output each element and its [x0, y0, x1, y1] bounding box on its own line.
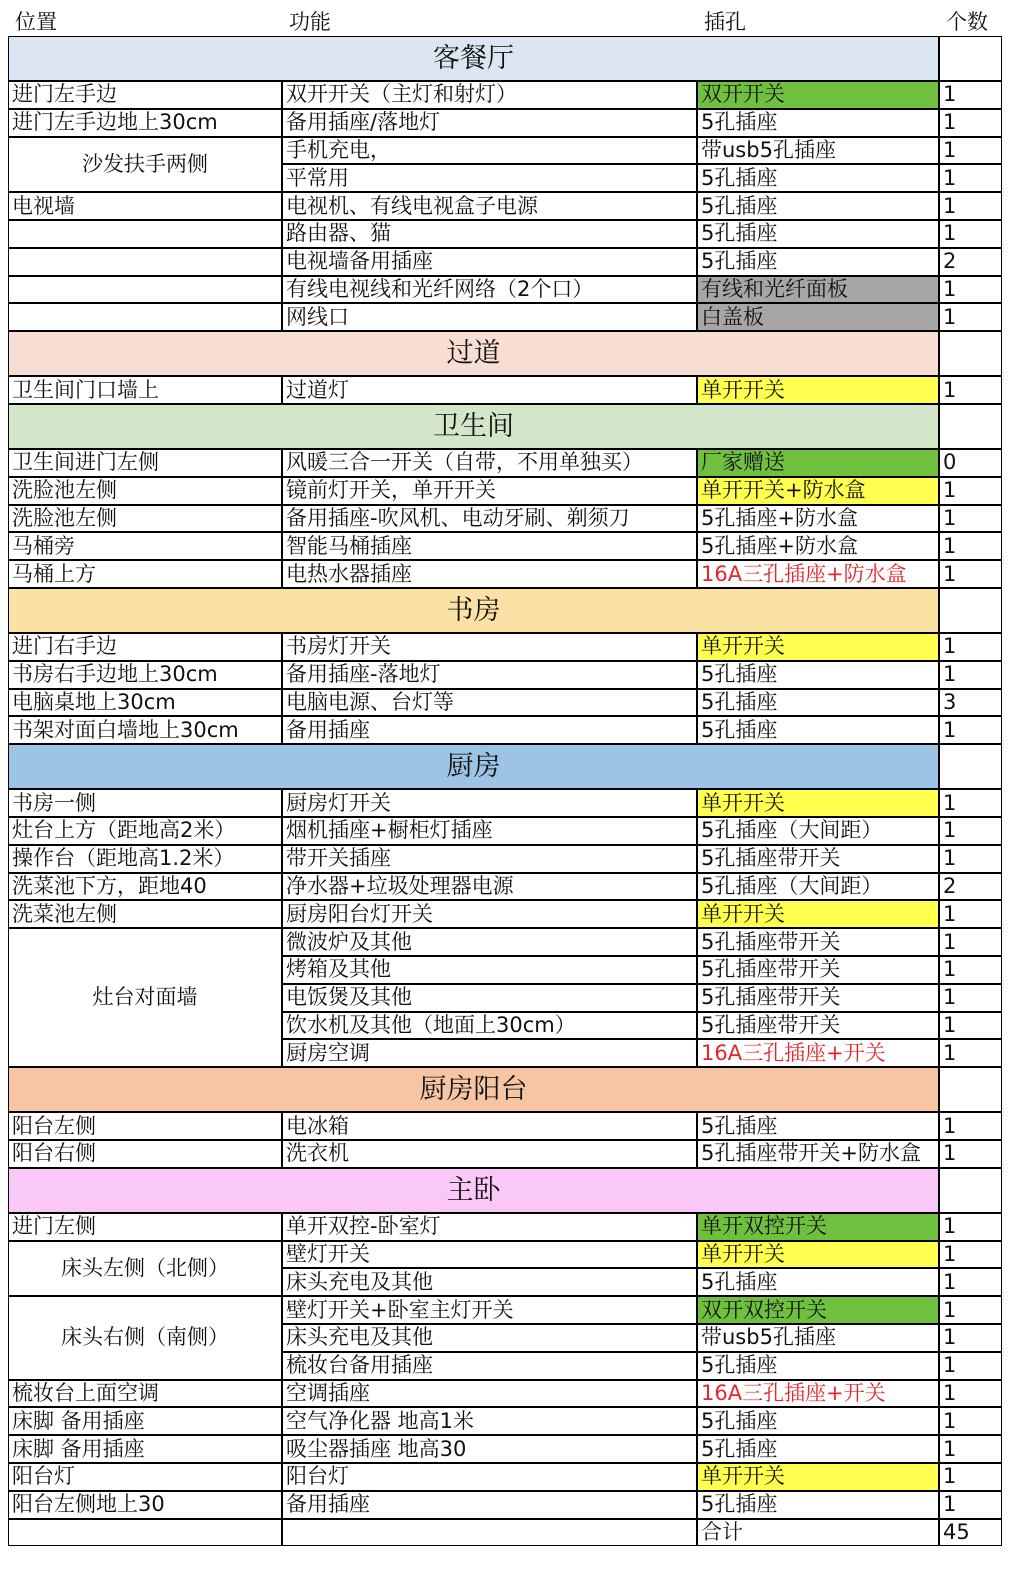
row-function: 梳妆台备用插座 — [282, 1352, 697, 1380]
row-function: 双开开关（主灯和射灯） — [282, 81, 697, 109]
row-function: 电热水器插座 — [282, 560, 697, 588]
row-count: 1 — [939, 109, 1002, 137]
row-socket-type: 16A三孔插座+开关 — [697, 1380, 939, 1408]
row-count: 1 — [939, 1112, 1002, 1140]
row-function: 电脑电源、台灯等 — [282, 689, 697, 717]
row-function: 平常用 — [282, 164, 697, 192]
row-location: 阳台右侧 — [8, 1140, 282, 1168]
row-location — [8, 220, 282, 248]
row-count: 2 — [939, 248, 1002, 276]
row-count: 1 — [939, 1268, 1002, 1296]
row-function: 洗衣机 — [282, 1140, 697, 1168]
row-count: 1 — [939, 1296, 1002, 1324]
row-socket-type: 单开开关 — [697, 1241, 939, 1269]
row-location: 书房右手边地上30cm — [8, 661, 282, 689]
row-socket-type: 5孔插座带开关 — [697, 956, 939, 984]
row-function: 书房灯开关 — [282, 633, 697, 661]
section-title: 客餐厅 — [8, 36, 939, 81]
section-count-cell — [939, 588, 1002, 633]
row-function: 备用插座 — [282, 716, 697, 744]
row-socket-type: 白盖板 — [697, 303, 939, 331]
total-label: 合计 — [697, 1519, 939, 1547]
header-function: 功能 — [289, 10, 331, 34]
row-function: 厨房灯开关 — [282, 789, 697, 817]
row-count: 3 — [939, 689, 1002, 717]
row-location: 书架对面白墙地上30cm — [8, 716, 282, 744]
row-function: 壁灯开关 — [282, 1241, 697, 1269]
row-function: 镜前灯开关，单开开关 — [282, 477, 697, 505]
row-count: 1 — [939, 1140, 1002, 1168]
row-count: 1 — [939, 716, 1002, 744]
row-function: 带开关插座 — [282, 845, 697, 873]
row-location: 洗菜池下方，距地40 — [8, 873, 282, 901]
total-empty-location — [8, 1519, 282, 1547]
row-location: 洗脸池左侧 — [8, 477, 282, 505]
row-socket-type: 单开开关 — [697, 633, 939, 661]
row-function: 床头充电及其他 — [282, 1268, 697, 1296]
row-function: 备用插座-落地灯 — [282, 661, 697, 689]
row-count: 1 — [939, 477, 1002, 505]
row-location: 灶台对面墙 — [8, 928, 282, 1067]
row-count: 1 — [939, 137, 1002, 165]
row-location: 阳台灯 — [8, 1463, 282, 1491]
row-location — [8, 303, 282, 331]
row-count: 1 — [939, 192, 1002, 220]
row-socket-type: 5孔插座 — [697, 109, 939, 137]
row-count: 1 — [939, 1039, 1002, 1067]
row-socket-type: 5孔插座 — [697, 164, 939, 192]
row-socket-type: 5孔插座 — [697, 661, 939, 689]
row-function: 厨房阳台灯开关 — [282, 900, 697, 928]
section-count-cell — [939, 1168, 1002, 1213]
row-socket-type: 5孔插座 — [697, 1352, 939, 1380]
row-function: 备用插座-吹风机、电动牙刷、剃须刀 — [282, 505, 697, 533]
row-socket-type: 5孔插座 — [697, 1491, 939, 1519]
row-function: 电饭煲及其他 — [282, 984, 697, 1012]
row-count: 1 — [939, 845, 1002, 873]
row-location: 操作台（距地高1.2米） — [8, 845, 282, 873]
row-count: 1 — [939, 1012, 1002, 1040]
row-function: 路由器、猫 — [282, 220, 697, 248]
row-function: 电冰箱 — [282, 1112, 697, 1140]
row-socket-type: 5孔插座 — [697, 1268, 939, 1296]
row-count: 1 — [939, 900, 1002, 928]
row-location: 马桶上方 — [8, 560, 282, 588]
row-socket-type: 5孔插座+防水盒 — [697, 532, 939, 560]
row-function: 净水器+垃圾处理器电源 — [282, 873, 697, 901]
row-count: 1 — [939, 984, 1002, 1012]
row-socket-type: 5孔插座 — [697, 689, 939, 717]
row-socket-type: 5孔插座 — [697, 248, 939, 276]
row-socket-type: 5孔插座 — [697, 192, 939, 220]
row-count: 1 — [939, 81, 1002, 109]
row-count: 1 — [939, 560, 1002, 588]
row-count: 1 — [939, 1241, 1002, 1269]
row-count: 1 — [939, 1435, 1002, 1463]
row-function: 手机充电， — [282, 137, 697, 165]
section-count-cell — [939, 36, 1002, 81]
row-socket-type: 单开双控开关 — [697, 1213, 939, 1241]
row-location: 电视墙 — [8, 192, 282, 220]
section-title: 厨房 — [8, 744, 939, 789]
section-count-cell — [939, 331, 1002, 376]
section-title: 主卧 — [8, 1168, 939, 1213]
row-socket-type: 带usb5孔插座 — [697, 1324, 939, 1352]
total-empty-function — [282, 1519, 697, 1547]
row-function: 备用插座/落地灯 — [282, 109, 697, 137]
row-count: 1 — [939, 1213, 1002, 1241]
row-location: 卫生间进门左侧 — [8, 449, 282, 477]
row-socket-type: 5孔插座带开关 — [697, 1012, 939, 1040]
row-socket-type: 单开开关 — [697, 789, 939, 817]
row-socket-type: 单开开关 — [697, 900, 939, 928]
row-location: 进门左手边 — [8, 81, 282, 109]
row-function: 有线电视线和光纤网络（2个口） — [282, 276, 697, 304]
row-count: 1 — [939, 1352, 1002, 1380]
row-location: 进门右手边 — [8, 633, 282, 661]
row-socket-type: 5孔插座 — [697, 1435, 939, 1463]
row-function: 床头充电及其他 — [282, 1324, 697, 1352]
row-function: 壁灯开关+卧室主灯开关 — [282, 1296, 697, 1324]
row-count: 1 — [939, 661, 1002, 689]
row-location: 阳台左侧地上30 — [8, 1491, 282, 1519]
row-socket-type: 5孔插座带开关 — [697, 928, 939, 956]
row-location — [8, 248, 282, 276]
row-socket-type: 单开开关 — [697, 376, 939, 404]
row-location: 卫生间门口墙上 — [8, 376, 282, 404]
row-socket-type: 带usb5孔插座 — [697, 137, 939, 165]
row-location: 灶台上方（距地高2米） — [8, 817, 282, 845]
row-location: 床头左侧（北侧） — [8, 1241, 282, 1297]
row-function: 网线口 — [282, 303, 697, 331]
row-count: 1 — [939, 1407, 1002, 1435]
row-function: 空气净化器 地高1米 — [282, 1407, 697, 1435]
row-function: 电视机、有线电视盒子电源 — [282, 192, 697, 220]
row-function: 烤箱及其他 — [282, 956, 697, 984]
row-location — [8, 276, 282, 304]
row-count: 1 — [939, 956, 1002, 984]
header-socket: 插孔 — [704, 10, 746, 34]
row-count: 1 — [939, 817, 1002, 845]
row-count: 1 — [939, 1380, 1002, 1408]
row-location: 沙发扶手两侧 — [8, 137, 282, 193]
section-count-cell — [939, 1067, 1002, 1112]
row-socket-type: 5孔插座带开关 — [697, 845, 939, 873]
row-socket-type: 5孔插座（大间距） — [697, 817, 939, 845]
row-location: 进门左手边地上30cm — [8, 109, 282, 137]
total-value: 45 — [939, 1519, 1002, 1547]
row-location: 床头右侧（南侧） — [8, 1296, 282, 1379]
row-location: 电脑桌地上30cm — [8, 689, 282, 717]
row-function: 过道灯 — [282, 376, 697, 404]
row-function: 微波炉及其他 — [282, 928, 697, 956]
row-function: 智能马桶插座 — [282, 532, 697, 560]
section-title: 卫生间 — [8, 404, 939, 449]
row-socket-type: 5孔插座 — [697, 716, 939, 744]
row-function: 阳台灯 — [282, 1463, 697, 1491]
row-location: 阳台左侧 — [8, 1112, 282, 1140]
section-title: 书房 — [8, 588, 939, 633]
row-socket-type: 5孔插座 — [697, 1407, 939, 1435]
row-function: 风暖三合一开关（自带，不用单独买） — [282, 449, 697, 477]
row-socket-type: 5孔插座（大间距） — [697, 873, 939, 901]
row-socket-type: 厂家赠送 — [697, 449, 939, 477]
row-count: 1 — [939, 789, 1002, 817]
row-socket-type: 双开开关 — [697, 81, 939, 109]
row-count: 1 — [939, 1463, 1002, 1491]
row-count: 1 — [939, 303, 1002, 331]
row-count: 1 — [939, 1491, 1002, 1519]
row-socket-type: 5孔插座 — [697, 1112, 939, 1140]
row-socket-type: 5孔插座 — [697, 220, 939, 248]
row-function: 单开双控-卧室灯 — [282, 1213, 697, 1241]
row-function: 烟机插座+橱柜灯插座 — [282, 817, 697, 845]
row-function: 备用插座 — [282, 1491, 697, 1519]
section-count-cell — [939, 744, 1002, 789]
row-function: 厨房空调 — [282, 1039, 697, 1067]
row-socket-type: 5孔插座带开关+防水盒 — [697, 1140, 939, 1168]
row-location: 梳妆台上面空调 — [8, 1380, 282, 1408]
row-socket-type: 5孔插座带开关 — [697, 984, 939, 1012]
section-title: 厨房阳台 — [8, 1067, 939, 1112]
header-count: 个数 — [946, 10, 988, 34]
row-count: 1 — [939, 505, 1002, 533]
row-socket-type: 单开开关+防水盒 — [697, 477, 939, 505]
row-count: 1 — [939, 928, 1002, 956]
row-count: 1 — [939, 1324, 1002, 1352]
row-count: 1 — [939, 220, 1002, 248]
row-count: 2 — [939, 873, 1002, 901]
row-count: 1 — [939, 276, 1002, 304]
row-count: 0 — [939, 449, 1002, 477]
row-function: 吸尘器插座 地高30 — [282, 1435, 697, 1463]
row-function: 空调插座 — [282, 1380, 697, 1408]
row-socket-type: 双开双控开关 — [697, 1296, 939, 1324]
row-count: 1 — [939, 633, 1002, 661]
row-socket-type: 5孔插座+防水盒 — [697, 505, 939, 533]
row-location: 洗菜池左侧 — [8, 900, 282, 928]
section-title: 过道 — [8, 331, 939, 376]
row-socket-type: 有线和光纤面板 — [697, 276, 939, 304]
row-socket-type: 16A三孔插座+防水盒 — [697, 560, 939, 588]
row-count: 1 — [939, 164, 1002, 192]
section-count-cell — [939, 404, 1002, 449]
row-location: 进门左侧 — [8, 1213, 282, 1241]
row-function: 饮水机及其他（地面上30cm） — [282, 1012, 697, 1040]
row-function: 电视墙备用插座 — [282, 248, 697, 276]
header-location: 位置 — [15, 10, 57, 34]
row-socket-type: 16A三孔插座+开关 — [697, 1039, 939, 1067]
row-count: 1 — [939, 532, 1002, 560]
row-location: 洗脸池左侧 — [8, 505, 282, 533]
row-count: 1 — [939, 376, 1002, 404]
row-location: 书房一侧 — [8, 789, 282, 817]
row-location: 床脚 备用插座 — [8, 1435, 282, 1463]
row-location: 床脚 备用插座 — [8, 1407, 282, 1435]
row-socket-type: 单开开关 — [697, 1463, 939, 1491]
row-location: 马桶旁 — [8, 532, 282, 560]
